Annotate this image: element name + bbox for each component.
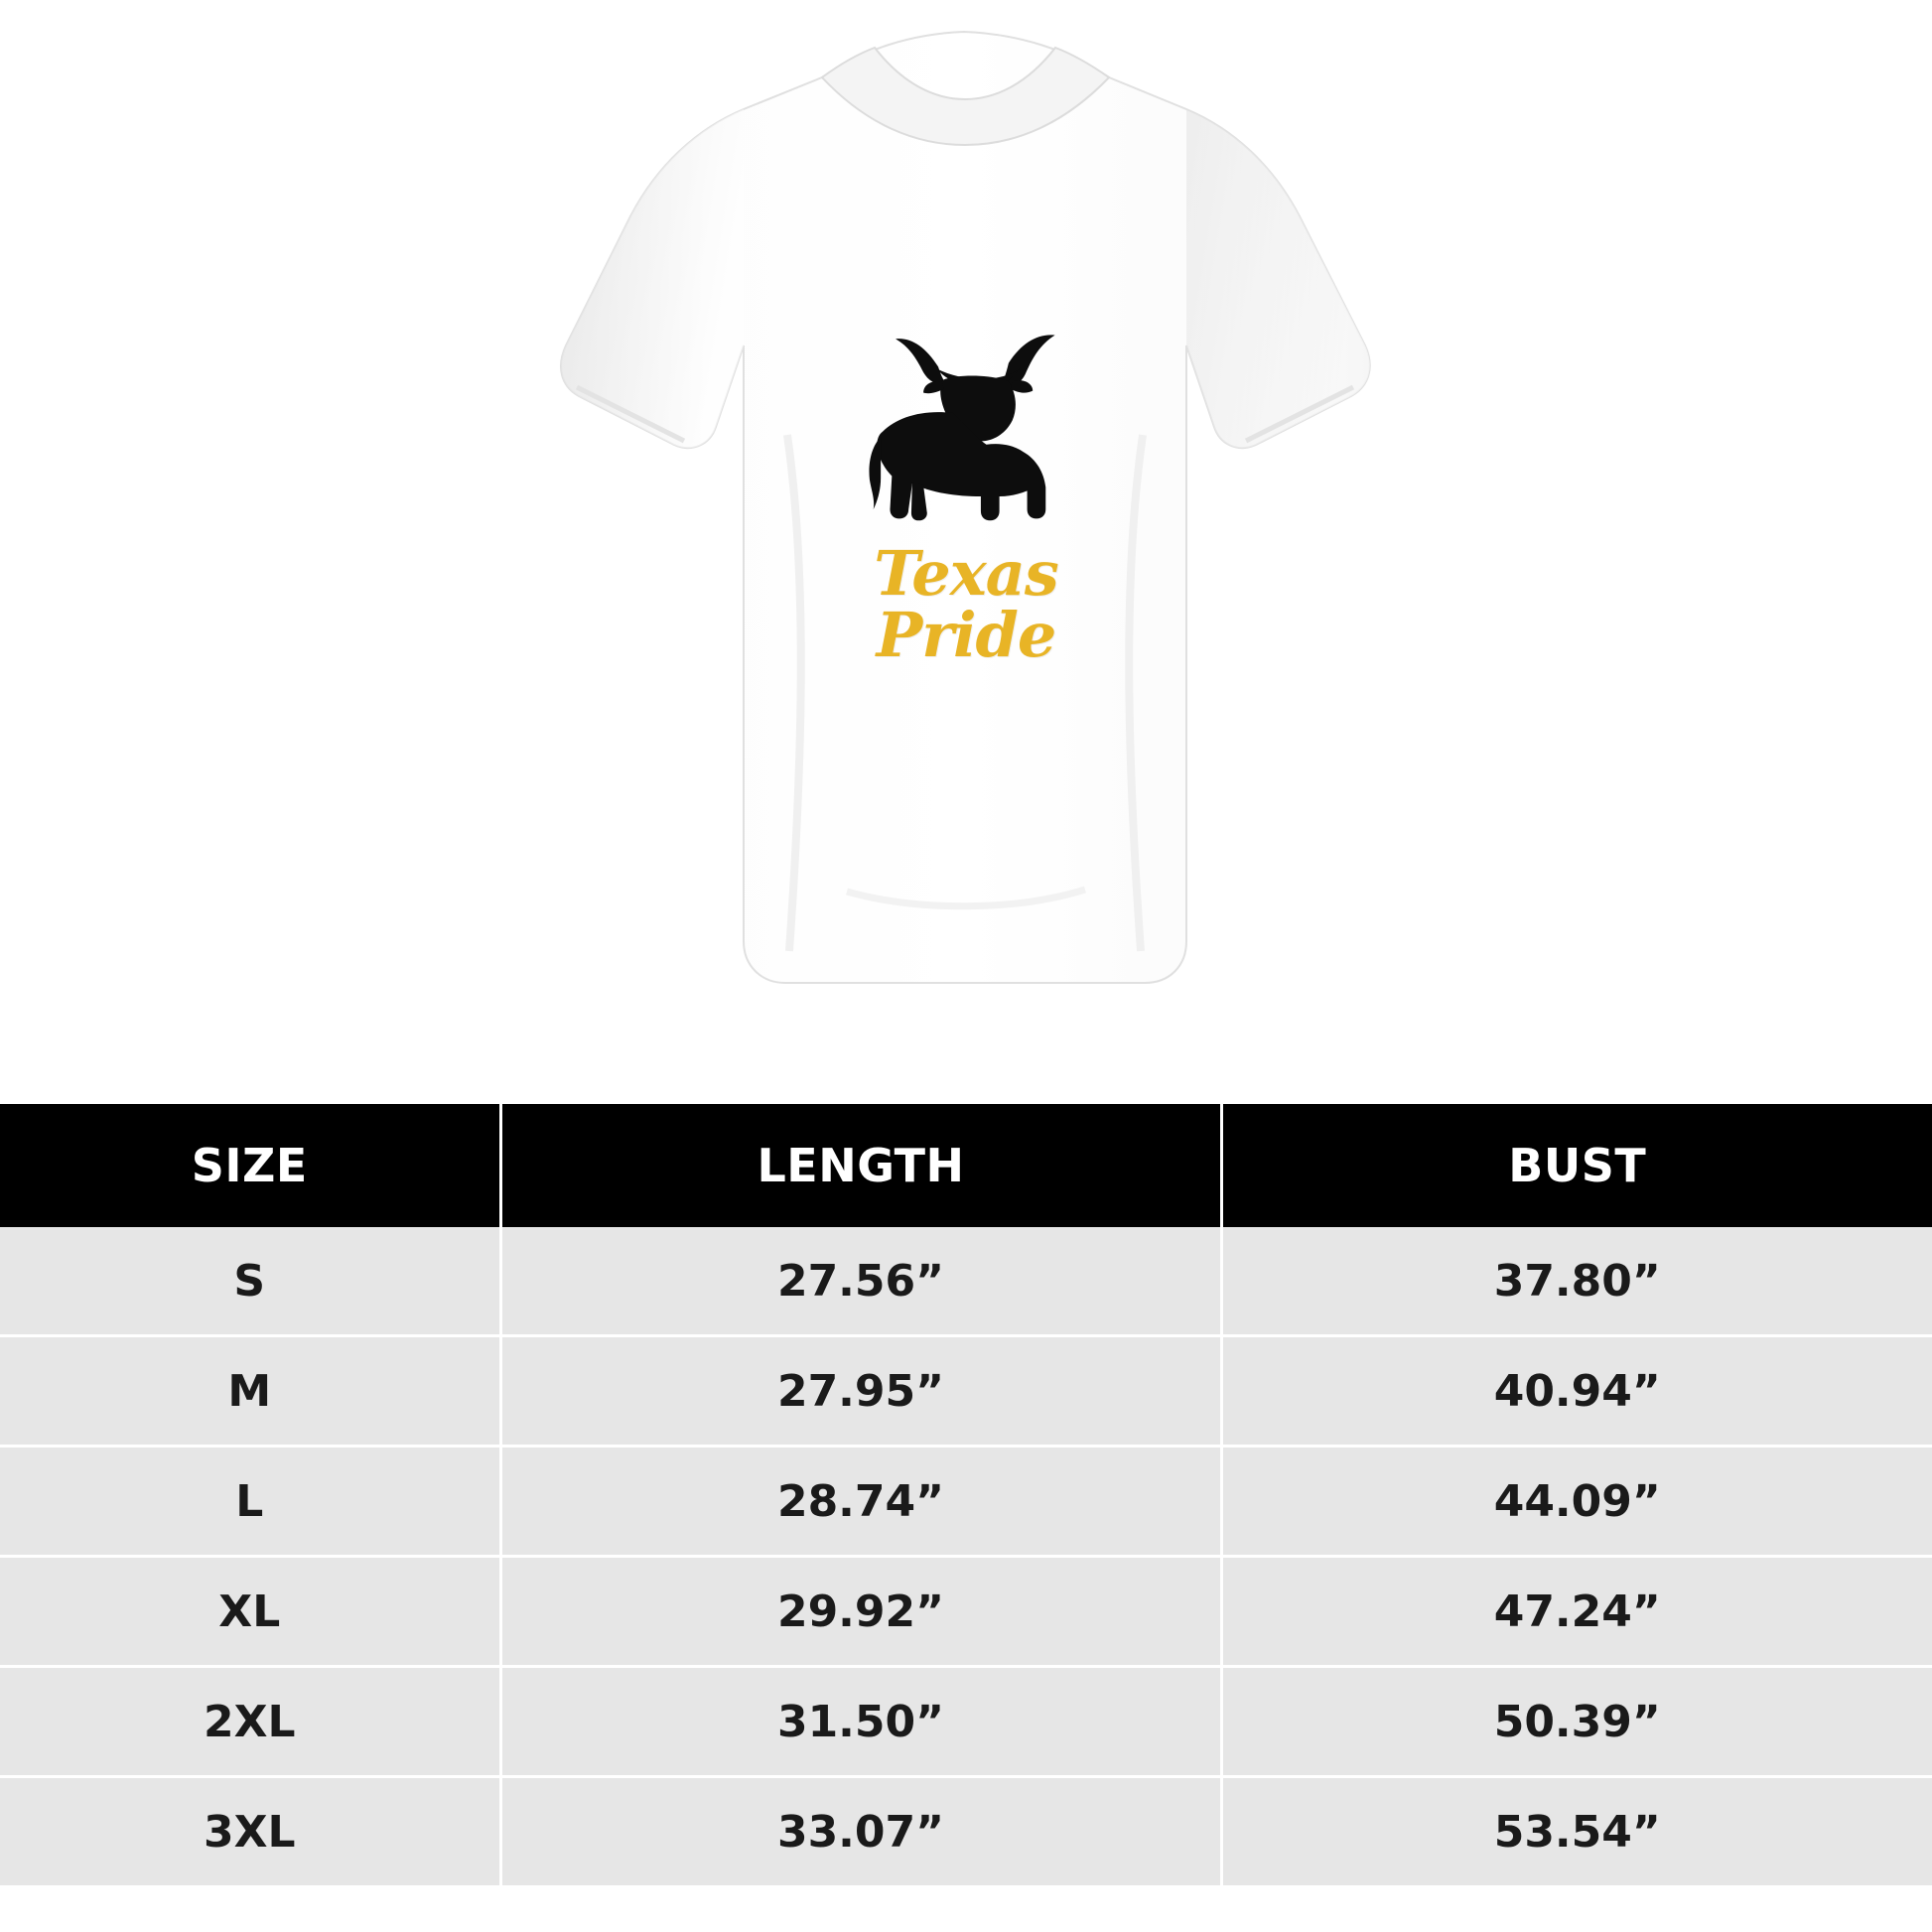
cell-size: 3XL [0, 1777, 500, 1886]
cell-bust: 47.24” [1221, 1557, 1932, 1667]
cell-size: L [0, 1447, 500, 1557]
cell-length: 27.56” [500, 1227, 1221, 1336]
cell-size: 2XL [0, 1667, 500, 1777]
cell-length: 33.07” [500, 1777, 1221, 1886]
cell-bust: 53.54” [1221, 1777, 1932, 1886]
longhorn-bull-silhouette-icon [827, 328, 1105, 541]
table-header-row [0, 1104, 1932, 1227]
size-chart-table [0, 1104, 1932, 1885]
cell-size: M [0, 1336, 500, 1447]
cell-bust: 50.39” [1221, 1667, 1932, 1777]
table-row [0, 1557, 1932, 1667]
cell-size: XL [0, 1557, 500, 1667]
table-row [0, 1447, 1932, 1557]
cell-length: 29.92” [500, 1557, 1221, 1667]
cell-bust: 40.94” [1221, 1336, 1932, 1447]
column-header-length: LENGTH [500, 1104, 1221, 1227]
shirt-print-design [802, 328, 1130, 671]
table-row [0, 1227, 1932, 1336]
cell-length: 31.50” [500, 1667, 1221, 1777]
cell-length: 28.74” [500, 1447, 1221, 1557]
cell-bust: 44.09” [1221, 1447, 1932, 1557]
column-header-bust: BUST [1221, 1104, 1932, 1227]
table-row [0, 1667, 1932, 1777]
column-header-size: SIZE [0, 1104, 500, 1227]
cell-bust: 37.80” [1221, 1227, 1932, 1336]
cell-size: S [0, 1227, 500, 1336]
cell-length: 27.95” [500, 1336, 1221, 1447]
design-text: Texas Pride [874, 537, 1058, 671]
table-row [0, 1777, 1932, 1886]
table-row [0, 1336, 1932, 1447]
